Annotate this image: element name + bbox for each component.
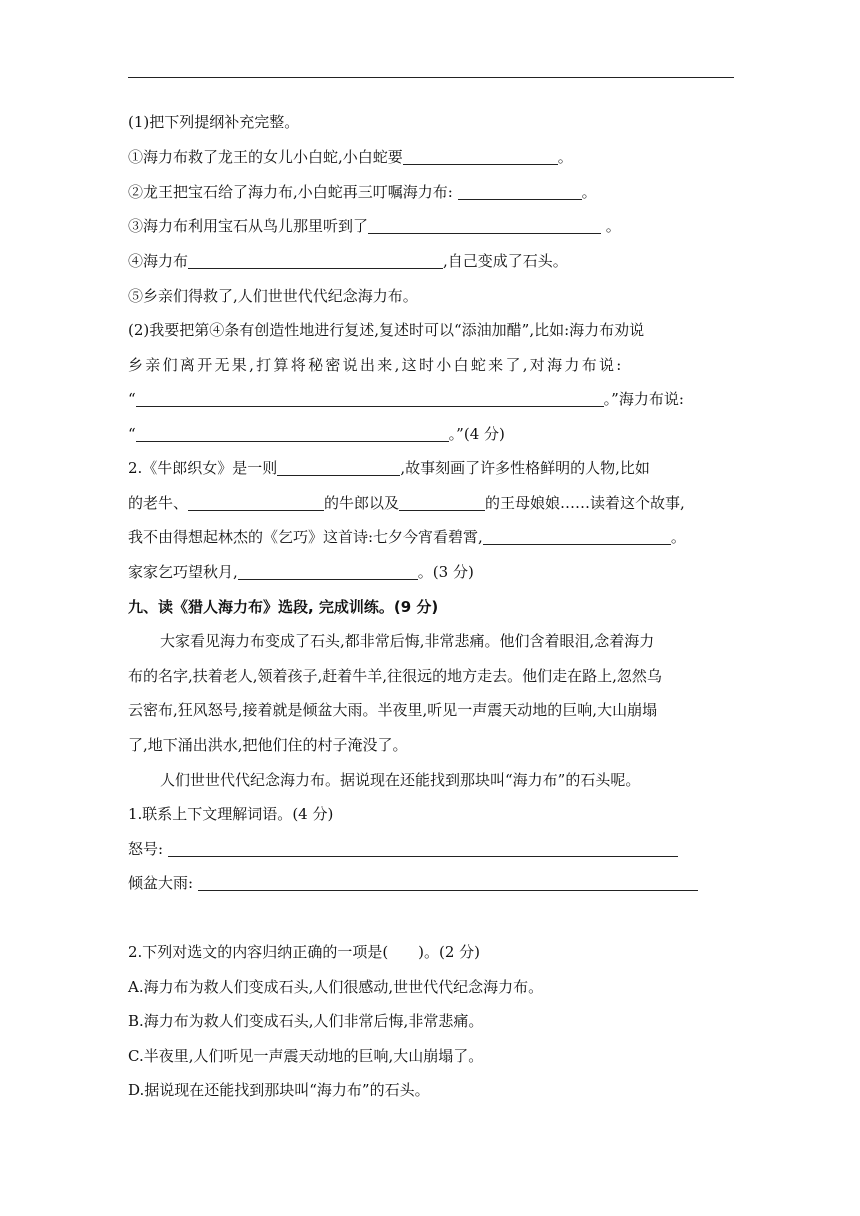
section-heading: 九、读《猎人海力布》选段, 完成训练。(9 分) — [128, 598, 439, 616]
outline-intro: (1)把下列提纲补充完整。 — [128, 113, 300, 131]
choice-option-d[interactable]: D.据说现在还能找到那块叫“海力布”的石头。 — [128, 1081, 430, 1099]
answer-blank[interactable] — [458, 184, 582, 200]
retell-line-4: “ 。”(4 分) — [128, 425, 505, 443]
passage-line: 布的名字,扶着老人,领着孩子,赶着牛羊,往很远的地方走去。他们走在路上,忽然乌 — [128, 667, 662, 685]
answer-blank[interactable] — [238, 564, 418, 580]
answer-blank[interactable] — [136, 426, 449, 442]
outline-item-4: ④海力布 ,自己变成了石头。 — [128, 252, 568, 270]
retell-line-1: (2)我要把第④条有创造性地进行复述,复述时可以“添油加醋”,比如:海力布劝说 — [128, 321, 645, 339]
answer-blank[interactable] — [277, 460, 400, 476]
passage-line: 了,地下涌出洪水,把他们住的村子淹没了。 — [128, 736, 408, 754]
header-rule — [128, 77, 734, 78]
answer-blank[interactable] — [403, 149, 558, 165]
outline-item-1: ①海力布救了龙王的女儿小白蛇,小白蛇要 。 — [128, 148, 573, 166]
answer-blank[interactable] — [368, 218, 601, 234]
answer-blank[interactable] — [483, 529, 671, 545]
cowherd-line-1: 2.《牛郎织女》是一则 ,故事刻画了许多性格鲜明的人物,比如 — [128, 459, 650, 477]
cowherd-line-2: 的老牛、 的牛郎以及 的王母娘娘……读着这个故事, — [128, 494, 685, 512]
choice-option-a[interactable]: A.海力布为救人们变成石头,人们很感动,世世代代纪念海力布。 — [128, 978, 544, 996]
passage-line: 大家看见海力布变成了石头,都非常后悔,非常悲痛。他们含着眼泪,念着海力 — [160, 632, 655, 650]
vocab-item-1: 怒号: — [128, 839, 678, 859]
vocab-question-title: 1.联系上下文理解词语。(4 分) — [128, 805, 334, 823]
retell-line-3: “ 。”海力布说: — [128, 390, 684, 408]
passage-line: 云密布,狂风怒号,接着就是倾盆大雨。半夜里,听见一声震天动地的巨响,大山崩塌 — [128, 701, 658, 719]
outline-item-3: ③海力布利用宝石从鸟儿那里听到了 。 — [128, 217, 621, 235]
answer-blank[interactable] — [188, 495, 324, 511]
passage-line: 人们世世代代纪念海力布。据说现在还能找到那块叫“海力布”的石头呢。 — [160, 771, 641, 789]
retell-line-2: 乡亲们离开无果,打算将秘密说出来,这时小白蛇来了,对海力布说: — [128, 356, 624, 374]
cowherd-line-3: 我不由得想起林杰的《乞巧》这首诗:七夕今宵看碧霄, 。 — [128, 528, 686, 546]
answer-blank[interactable] — [136, 391, 604, 407]
choice-option-c[interactable]: C.半夜里,人们听见一声震天动地的巨响,大山崩塌了。 — [128, 1047, 484, 1065]
answer-blank[interactable] — [399, 495, 485, 511]
choice-option-b[interactable]: B.海力布为救人们变成石头,人们非常后悔,非常悲痛。 — [128, 1012, 484, 1030]
answer-blank[interactable] — [198, 875, 698, 891]
vocab-item-2: 倾盆大雨: — [128, 873, 698, 893]
outline-item-2: ②龙王把宝石给了海力布,小白蛇再三叮嘱海力布: 。 — [128, 183, 597, 201]
answer-blank[interactable] — [168, 841, 678, 857]
answer-blank[interactable] — [188, 253, 443, 269]
outline-item-5: ⑤乡亲们得救了,人们世世代代纪念海力布。 — [128, 287, 418, 305]
cowherd-line-4: 家家乞巧望秋月, 。(3 分) — [128, 563, 474, 581]
choice-question-title: 2.下列对选文的内容归纳正确的一项是( )。(2 分) — [128, 943, 481, 961]
